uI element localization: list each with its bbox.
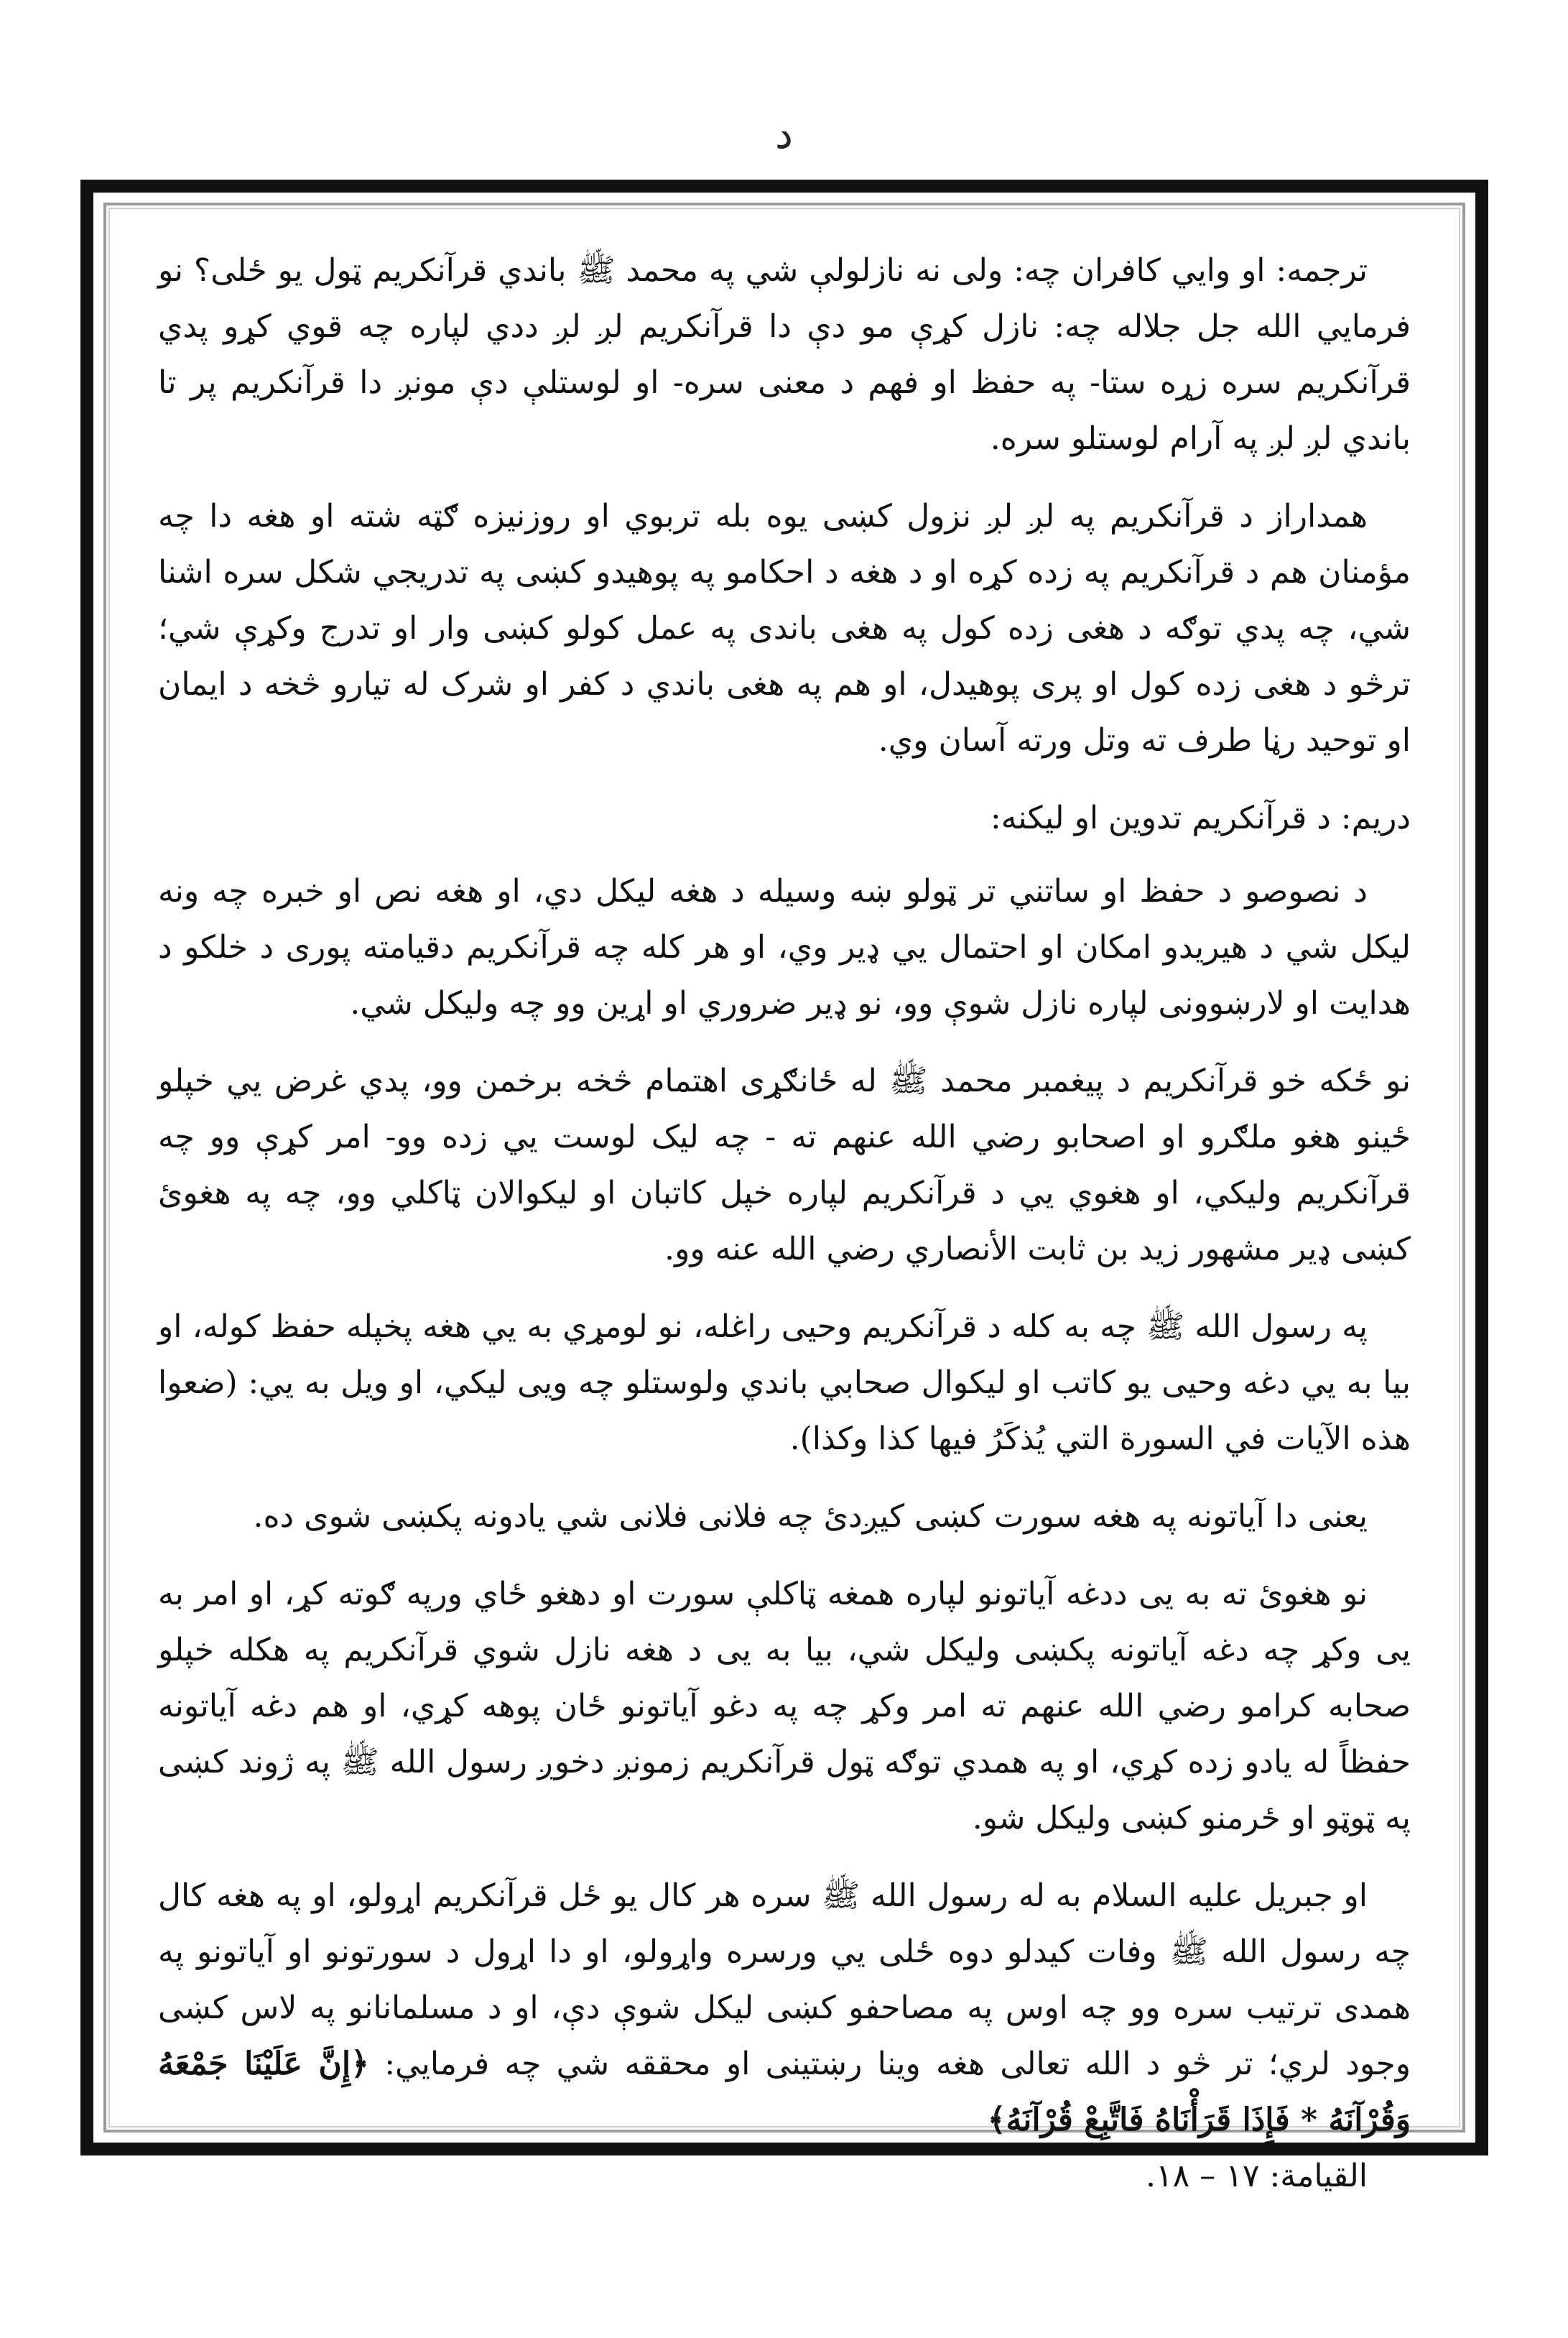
- paragraph-meaning: یعنی دا آیاتونه په هغه سورت کښی کیږدئ چه فلانی فلانی شي یادونه پکښی شوی ده.: [253, 1498, 1368, 1535]
- quran-verse: ﴿إِنَّ عَلَيْنَا جَمْعَهُ وَقُرْآنَهُ * فَإِذَا قَرَأْنَاهُ فَاتَّبِعْ قُرْآنَهُ﴾: [158, 2046, 1411, 2138]
- paragraph-gradual-revelation: همداراز د قرآنکریم په لږ لږ نزول کښی یوه بله تربوي او روزنیزه ګټه شته او هغه دا چه مؤمنان هم د قرآنکریم په زده کړه او د هغه د احکامو په پوهیدو کښی په تدریجي شکل سره اشنا شي، چه پدي توګه د هغی زده کول په هغی باندی په عمل کولو کښی وار او تدرج وکړې شي؛ ترڅو د هغی زده کول او پری پوهیدل، او هم په هغی باندي د کفر او شرک له تیارو څخه د ایمان او توحید رڼا طرف ته وتل ورته آسان وي.: [158, 498, 1411, 759]
- paragraph-preservation: د نصوصو د حفظ او ساتني تر ټولو ښه وسیله د هغه لیکل دي، او هغه نص او خبره چه ونه لیکل شي د هیریدو امکان او احتمال یي ډیر وي، او هر کله چه قرآنکریم دقیامته پوری د خلکو د هدایت او لارښوونی لپاره نازل شوې وو، نو ډیر ضروري او اړین وو چه ولیکل شي.: [158, 873, 1411, 1022]
- verse-reference: القیامة: ١٧ – ١٨.: [1145, 2158, 1368, 2194]
- paragraph-jibril-text: او جبریل علیه السلام به له رسول الله ﷺ سره هر کال یو ځل قرآنکریم اړولو، او په هغه کال چه رسول الله ﷺ وفات کیدلو دوه ځلی یي ورسره واړولو، او دا اړول د سورتونو او آیاتونو په همدی ترتیب سره وو چه اوس په مصاحفو کښی لیکل شوې دې، او د مسلمانانو په لاس کښی وجود لري؛ تر څو د الله تعالی هغه وینا رښتینی او محققه شي چه فرمایي:: [158, 1877, 1411, 2082]
- paragraph-scribes: نو ځکه خو قرآنکریم د پیغمبر محمد ﷺ له ځانګړی اهتمام څخه برخمن وو، پدي غرض یي خپلو ځینو هغو ملګرو او اصحابو رضي الله عنهم ته - چه لیک لوست یي زده وو- امر کړې وو چه قرآنکریم ولیکي، او هغوي یي د قرآنکریم لپاره خپل کاتبان او لیکوالان ټاکلي وو، چه په هغوئ کښی ډیر مشهور زید بن ثابت الأنصاري رضي الله عنه وو.: [158, 1063, 1411, 1267]
- section-heading: دریم: د قرآنکریم تدوین او لیکنه:: [990, 800, 1411, 836]
- page-marker: د: [775, 111, 793, 158]
- paragraph-jibril: [158, 1868, 1411, 2204]
- page-frame: [80, 180, 1488, 2194]
- paragraph-prophet-dictation: په رسول الله ﷺ چه به کله د قرآنکریم وحیی راغله، نو لومړي به یي هغه پخپله حفظ کوله، او بیا به یي دغه وحیی یو کاتب او لیکوال صحابي باندي ولوستلو چه ویی لیکي، او ویل به یي: (ضعوا هذه الآیات في السورة التي یُذکَرُ فیها کذا وکذا).: [158, 1308, 1411, 1457]
- paragraph-companions: نو هغوئ ته به یی ددغه آیاتونو لپاره همغه ټاکلې سورت او دهغو ځاي ورپه ګوته کړ، او امر به یی وکړ چه دغه آیاتونه پکښی ولیکل شي، بیا به یی د هغه نازل شوي قرآنکریم په هکله خپلو صحابه کرامو رضي الله عنهم ته امر وکړ چه په دغو آیاتونو ځان پوهه کړي، او هم دغه آیاتونه حفظاً له یادو زده کړي، او په همدي توګه ټول قرآنکریم زمونږ دخوږ رسول الله ﷺ په ژوند کښی په ټوټو او ځرمنو کښی ولیکل شو.: [158, 1576, 1411, 1836]
- page-content: [158, 243, 1411, 2194]
- paragraph-translation: ترجمه: او وایي کافران چه: ولی نه نازلولې شي په محمد ﷺ باندي قرآنکریم ټول یو ځلی؟ نو فرمایي الله جل جلاله چه: نازل کړې مو دې دا قرآنکریم لږ لږ ددي لپاره چه قوي کړو پدي قرآنکریم سره زړه ستا- په حفظ او فهم د معنی سره- او لوستلې دې مونږ دا قرآنکریم پر تا باندي لږ لږ په آرام لوستلو سره.: [158, 252, 1411, 457]
